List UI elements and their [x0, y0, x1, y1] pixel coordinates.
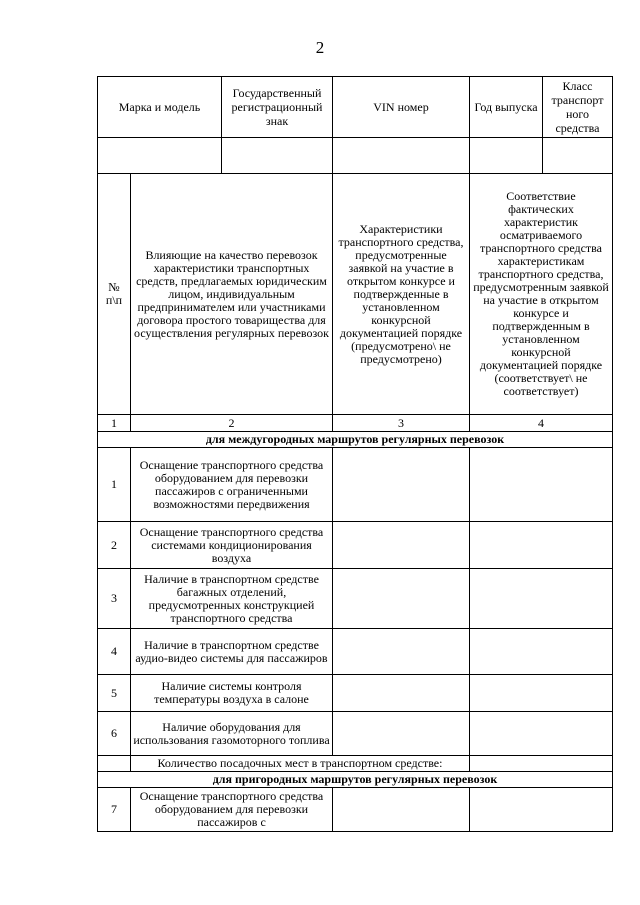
- header-characteristics: Влияющие на качество перевозок характеристики транспортных средств, предлагаемых юридическим лицом, индивидуальным предпринимателем или участниками договора простого товарищества для осуществления регулярных перевозок: [131, 174, 333, 415]
- row-number: 1: [98, 448, 131, 522]
- header-reg-plate: Государственный регистрационный знак: [222, 77, 333, 138]
- table-row: [98, 675, 613, 712]
- table-row: [98, 448, 613, 522]
- seats-row: [98, 756, 613, 772]
- empty-cell: [333, 675, 470, 712]
- row-text: Наличие в транспортном средстве аудио-видео системы для пассажиров: [131, 629, 333, 675]
- empty-cell: [222, 138, 333, 174]
- row-number: 5: [98, 675, 131, 712]
- empty-cell: [333, 712, 470, 756]
- criteria-table: [97, 173, 613, 832]
- row-text: Оснащение транспортного средства оборудованием для перевозки пассажиров с: [131, 788, 333, 832]
- vehicle-info-table: [97, 76, 613, 174]
- header-class: Класс транспорт ного средства: [543, 77, 613, 138]
- table-row: [98, 629, 613, 675]
- header-compliance: Соответствие фактических характеристик осматриваемого транспортного средства характеристикам транспортного средства, предусмотренным заявкой на участие в открытом конкурсе и подтвержденным в установленном конкурсной документацией порядке (соответствует\ не соответствует): [470, 174, 613, 415]
- criteria-header-row: [98, 174, 613, 415]
- column-numbers-row: [98, 415, 613, 432]
- column-number: 2: [131, 415, 333, 432]
- column-number: 1: [98, 415, 131, 432]
- empty-cell: [333, 448, 470, 522]
- table-row: [98, 788, 613, 832]
- section-title-suburban: для пригородных маршрутов регулярных перевозок: [98, 772, 613, 788]
- page-number: 2: [315, 38, 325, 57]
- empty-cell: [470, 629, 613, 675]
- vehicle-header-row: [98, 77, 613, 138]
- empty-cell: [470, 756, 613, 772]
- row-text: Наличие в транспортном средстве багажных отделений, предусмотренных конструкцией транспортного средства: [131, 569, 333, 629]
- row-text: Наличие системы контроля температуры воздуха в салоне: [131, 675, 333, 712]
- empty-cell: [333, 788, 470, 832]
- empty-cell: [333, 138, 470, 174]
- vehicle-empty-row: [98, 138, 613, 174]
- empty-cell: [333, 569, 470, 629]
- table-row: [98, 522, 613, 569]
- section-row-suburban: [98, 772, 613, 788]
- row-number: 4: [98, 629, 131, 675]
- row-text: Наличие оборудования для использования газомоторного топлива: [131, 712, 333, 756]
- row-text: Оснащение транспортного средства системами кондиционирования воздуха: [131, 522, 333, 569]
- table-row: [98, 712, 613, 756]
- empty-cell: [470, 522, 613, 569]
- empty-cell: [98, 138, 222, 174]
- seats-label: Количество посадочных мест в транспортном средстве:: [131, 756, 470, 772]
- header-brand-model: Марка и модель: [98, 77, 222, 138]
- row-text: Оснащение транспортного средства оборудованием для перевозки пассажиров с ограниченными возможностями передвижения: [131, 448, 333, 522]
- header-num: № п\п: [98, 174, 131, 415]
- empty-cell: [470, 138, 543, 174]
- header-year: Год выпуска: [470, 77, 543, 138]
- table-row: [98, 569, 613, 629]
- row-number: 3: [98, 569, 131, 629]
- row-number: 6: [98, 712, 131, 756]
- column-number: 3: [333, 415, 470, 432]
- row-number: 2: [98, 522, 131, 569]
- section-title-intercity: для междугородных маршрутов регулярных перевозок: [98, 432, 613, 448]
- empty-cell: [543, 138, 613, 174]
- section-row-intercity: [98, 432, 613, 448]
- empty-cell: [333, 629, 470, 675]
- row-number: 7: [98, 788, 131, 832]
- empty-cell: [470, 448, 613, 522]
- column-number: 4: [470, 415, 613, 432]
- empty-cell: [333, 522, 470, 569]
- empty-cell: [470, 675, 613, 712]
- empty-cell: [470, 788, 613, 832]
- empty-cell: [98, 756, 131, 772]
- empty-cell: [470, 569, 613, 629]
- header-vin: VIN номер: [333, 77, 470, 138]
- empty-cell: [470, 712, 613, 756]
- header-declared: Характеристики транспортного средства, предусмотренные заявкой на участие в открытом конкурсе и подтвержденные в установленном конкурсной документацией порядке (предусмотрено\ не предусмотрено): [333, 174, 470, 415]
